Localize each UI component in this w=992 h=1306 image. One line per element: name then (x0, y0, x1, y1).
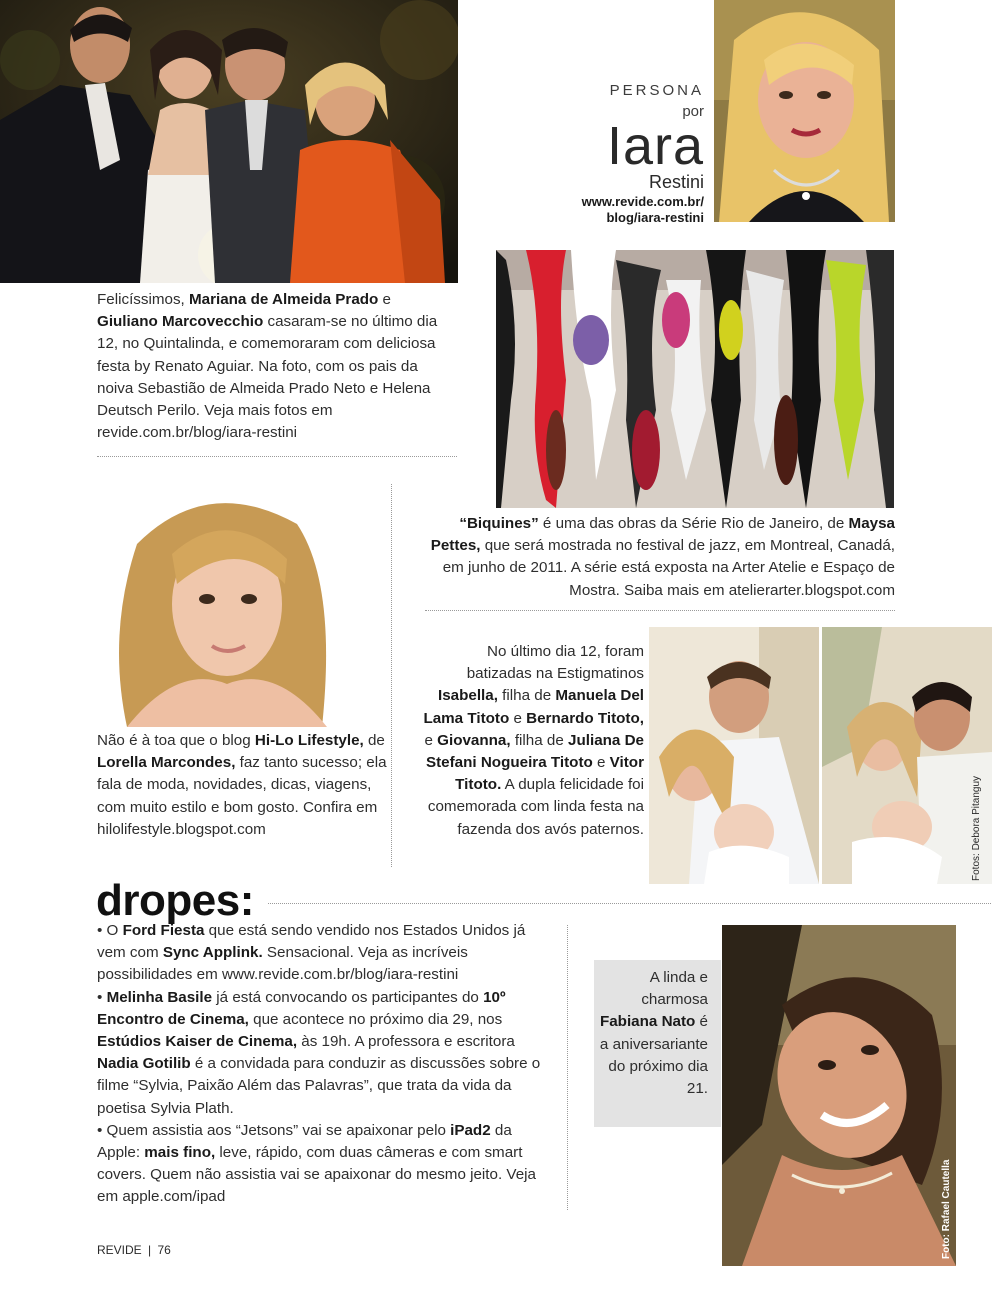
wedding-photo (0, 0, 458, 283)
divider-wedding (97, 456, 457, 457)
baptism-photo-right (822, 627, 992, 884)
biquines-artwork-photo (496, 250, 894, 508)
ford-text-3: Sensacional. Veja as incríveis possibilidades em www.revide.com.br/blog/iara-restini (97, 944, 468, 984)
dropes-list (97, 920, 547, 1209)
blog-text-3: faz tanto sucesso; ela fala de moda, novidades, dicas, viagens, com muito estilo e bom gosto. Confira em hilolifestyle.blogspot.com (97, 754, 387, 838)
birthday-text-1: A linda e charmosa (641, 969, 708, 1009)
column-url-line1[interactable]: www.revide.com.br/ (581, 194, 704, 209)
mother-manuela: Manuela Del Lama Titoto (423, 687, 644, 727)
dropes-item-ford (97, 920, 547, 987)
ipad-text-1: Quem assistia aos “Jetsons” vai se apaixonar pelo (102, 1121, 451, 1139)
birthday-caption (598, 967, 708, 1100)
artwork-title: “Biquines” (459, 515, 539, 532)
groom-name: Giuliano Marcovecchio (97, 313, 264, 331)
footer-separator: | (148, 1243, 152, 1257)
wedding-caption (97, 289, 447, 444)
baptism-text-7: A dupla felicidade foi comemorada com linda festa na fazenda dos avós paternos. (427, 776, 644, 838)
baby-isabella: Isabella, (438, 687, 498, 705)
divider-vertical-dropes (567, 925, 568, 1210)
baby-giovanna: Giovanna, (437, 731, 511, 749)
cinema-text-1: já está convocando os participantes do (212, 988, 484, 1006)
biquines-caption (425, 513, 895, 602)
wedding-text-3: casaram-se no último dia 12, no Quintalinda, e comemoraram com deliciosa festa by Renato Aguiar. Na foto, com os pais da noiva Sebastião de Almeida Prado Neto e Helena Deutsch Perilo. Veja mais fotos em revide.com.br/blog/iara-restini (97, 313, 438, 442)
baptism-text-5: filha de (510, 731, 569, 749)
baptism-caption (418, 641, 644, 841)
magazine-name: REVIDE (97, 1243, 142, 1257)
page-footer (97, 1242, 171, 1258)
fabiana-photo-credit: Foto: Rafael Cautella (941, 1159, 952, 1259)
fabiana-nato: Fabiana Nato (599, 1013, 696, 1031)
ipad-text-2: da Apple: (97, 1121, 512, 1162)
bullet: • (97, 922, 103, 939)
wedding-text-2: e (378, 291, 391, 308)
artist-name: Maysa Pettes, (430, 515, 895, 555)
dropes-item-ipad (97, 1120, 547, 1209)
divider-art (425, 610, 895, 611)
bullet: • (97, 988, 103, 1006)
birthday-text-2: é a aniversariante do próximo dia 21. (599, 1013, 708, 1098)
column-header (540, 80, 704, 226)
divider-vertical-middle (391, 484, 392, 867)
baptism-text-2: filha de (497, 687, 556, 705)
cinema-text-4: é a convidada para conduzir as discussões sobre o filme “Sylvia, Paixão Além das Palavras”, que trata da vida da poetisa Sylvia Plath. (97, 1055, 541, 1117)
father-vitor: Vitor Titoto. (455, 754, 644, 794)
art-text-1: é uma das obras da Série Rio de Janeiro, de (538, 515, 849, 532)
baptism-text-1: No último dia 12, foram batizadas na Estigmatinos (466, 643, 644, 683)
blog-name: Hi-Lo Lifestyle, (254, 732, 364, 749)
baptism-text-3: e (509, 709, 527, 727)
ipad-text-3: leve, rápido, com duas câmeras e com smart covers. Quem não assistia vai se apaixonar do mesmo jeito. Veja em apple.com/ipad (97, 1144, 536, 1206)
nadia-gotilib: Nadia Gotilib (97, 1055, 191, 1073)
mais-fino: mais fino, (144, 1144, 216, 1162)
column-por: por (682, 103, 704, 120)
columnist-last-name: Restini (648, 172, 704, 192)
ford-fiesta: Ford Fiesta (122, 922, 205, 939)
columnist-portrait-photo (714, 0, 895, 222)
ford-text-2: que está sendo vendido nos Estados Unidos já vem com (97, 922, 526, 962)
column-url-line2[interactable]: blog/iara-restini (606, 210, 704, 225)
dropes-item-cinema (97, 987, 547, 1120)
mother-juliana: Juliana De Stefani Nogueira Titoto (425, 731, 644, 772)
father-bernardo: Bernardo Titoto, (526, 709, 644, 727)
baptism-text-6: e (592, 754, 610, 772)
divider-dropes (268, 903, 992, 904)
encontro-cinema: 10º Encontro de Cinema, (97, 988, 506, 1028)
baptism-text-4: e (424, 731, 438, 749)
art-text-2: que será mostrada no festival de jazz, em Montreal, Canadá, em junho de 2011. A série está exposta na Arter Atelie e Espaço de Mostra. Saiba mais em atelierarter.blogspot.com (442, 537, 895, 599)
blog-text-1: Não é à toa que o blog (97, 732, 255, 749)
sync-applink: Sync Applink. (162, 944, 263, 962)
cinema-text-2: que acontece no próximo dia 29, nos (248, 1010, 503, 1028)
wedding-text-1: Felicíssimos, (97, 291, 189, 308)
page-number: 76 (157, 1243, 171, 1257)
columnist-first-name: Iara (606, 116, 704, 176)
ipad2: iPad2 (450, 1121, 491, 1139)
lorella-portrait-photo (97, 484, 344, 727)
dropes-title: dropes: (96, 876, 254, 925)
bride-name: Mariana de Almeida Prado (188, 291, 379, 308)
baptism-photo-credit: Fotos: Debora Pitanguy (971, 775, 982, 881)
ford-text-1: O (102, 922, 123, 939)
bullet: • (97, 1121, 103, 1139)
blogger-name: Lorella Marcondes, (97, 754, 236, 772)
column-kicker: PERSONA (609, 82, 704, 99)
blog-text-2: de (363, 732, 385, 749)
fabiana-portrait-photo (722, 925, 956, 1266)
melinha-basile: Melinha Basile (106, 988, 213, 1006)
cinema-text-3: às 19h. A professora e escritora (297, 1033, 515, 1051)
blog-caption (97, 730, 387, 841)
baptism-photo-left (649, 627, 819, 884)
estudios-kaiser: Estúdios Kaiser de Cinema, (97, 1033, 298, 1051)
